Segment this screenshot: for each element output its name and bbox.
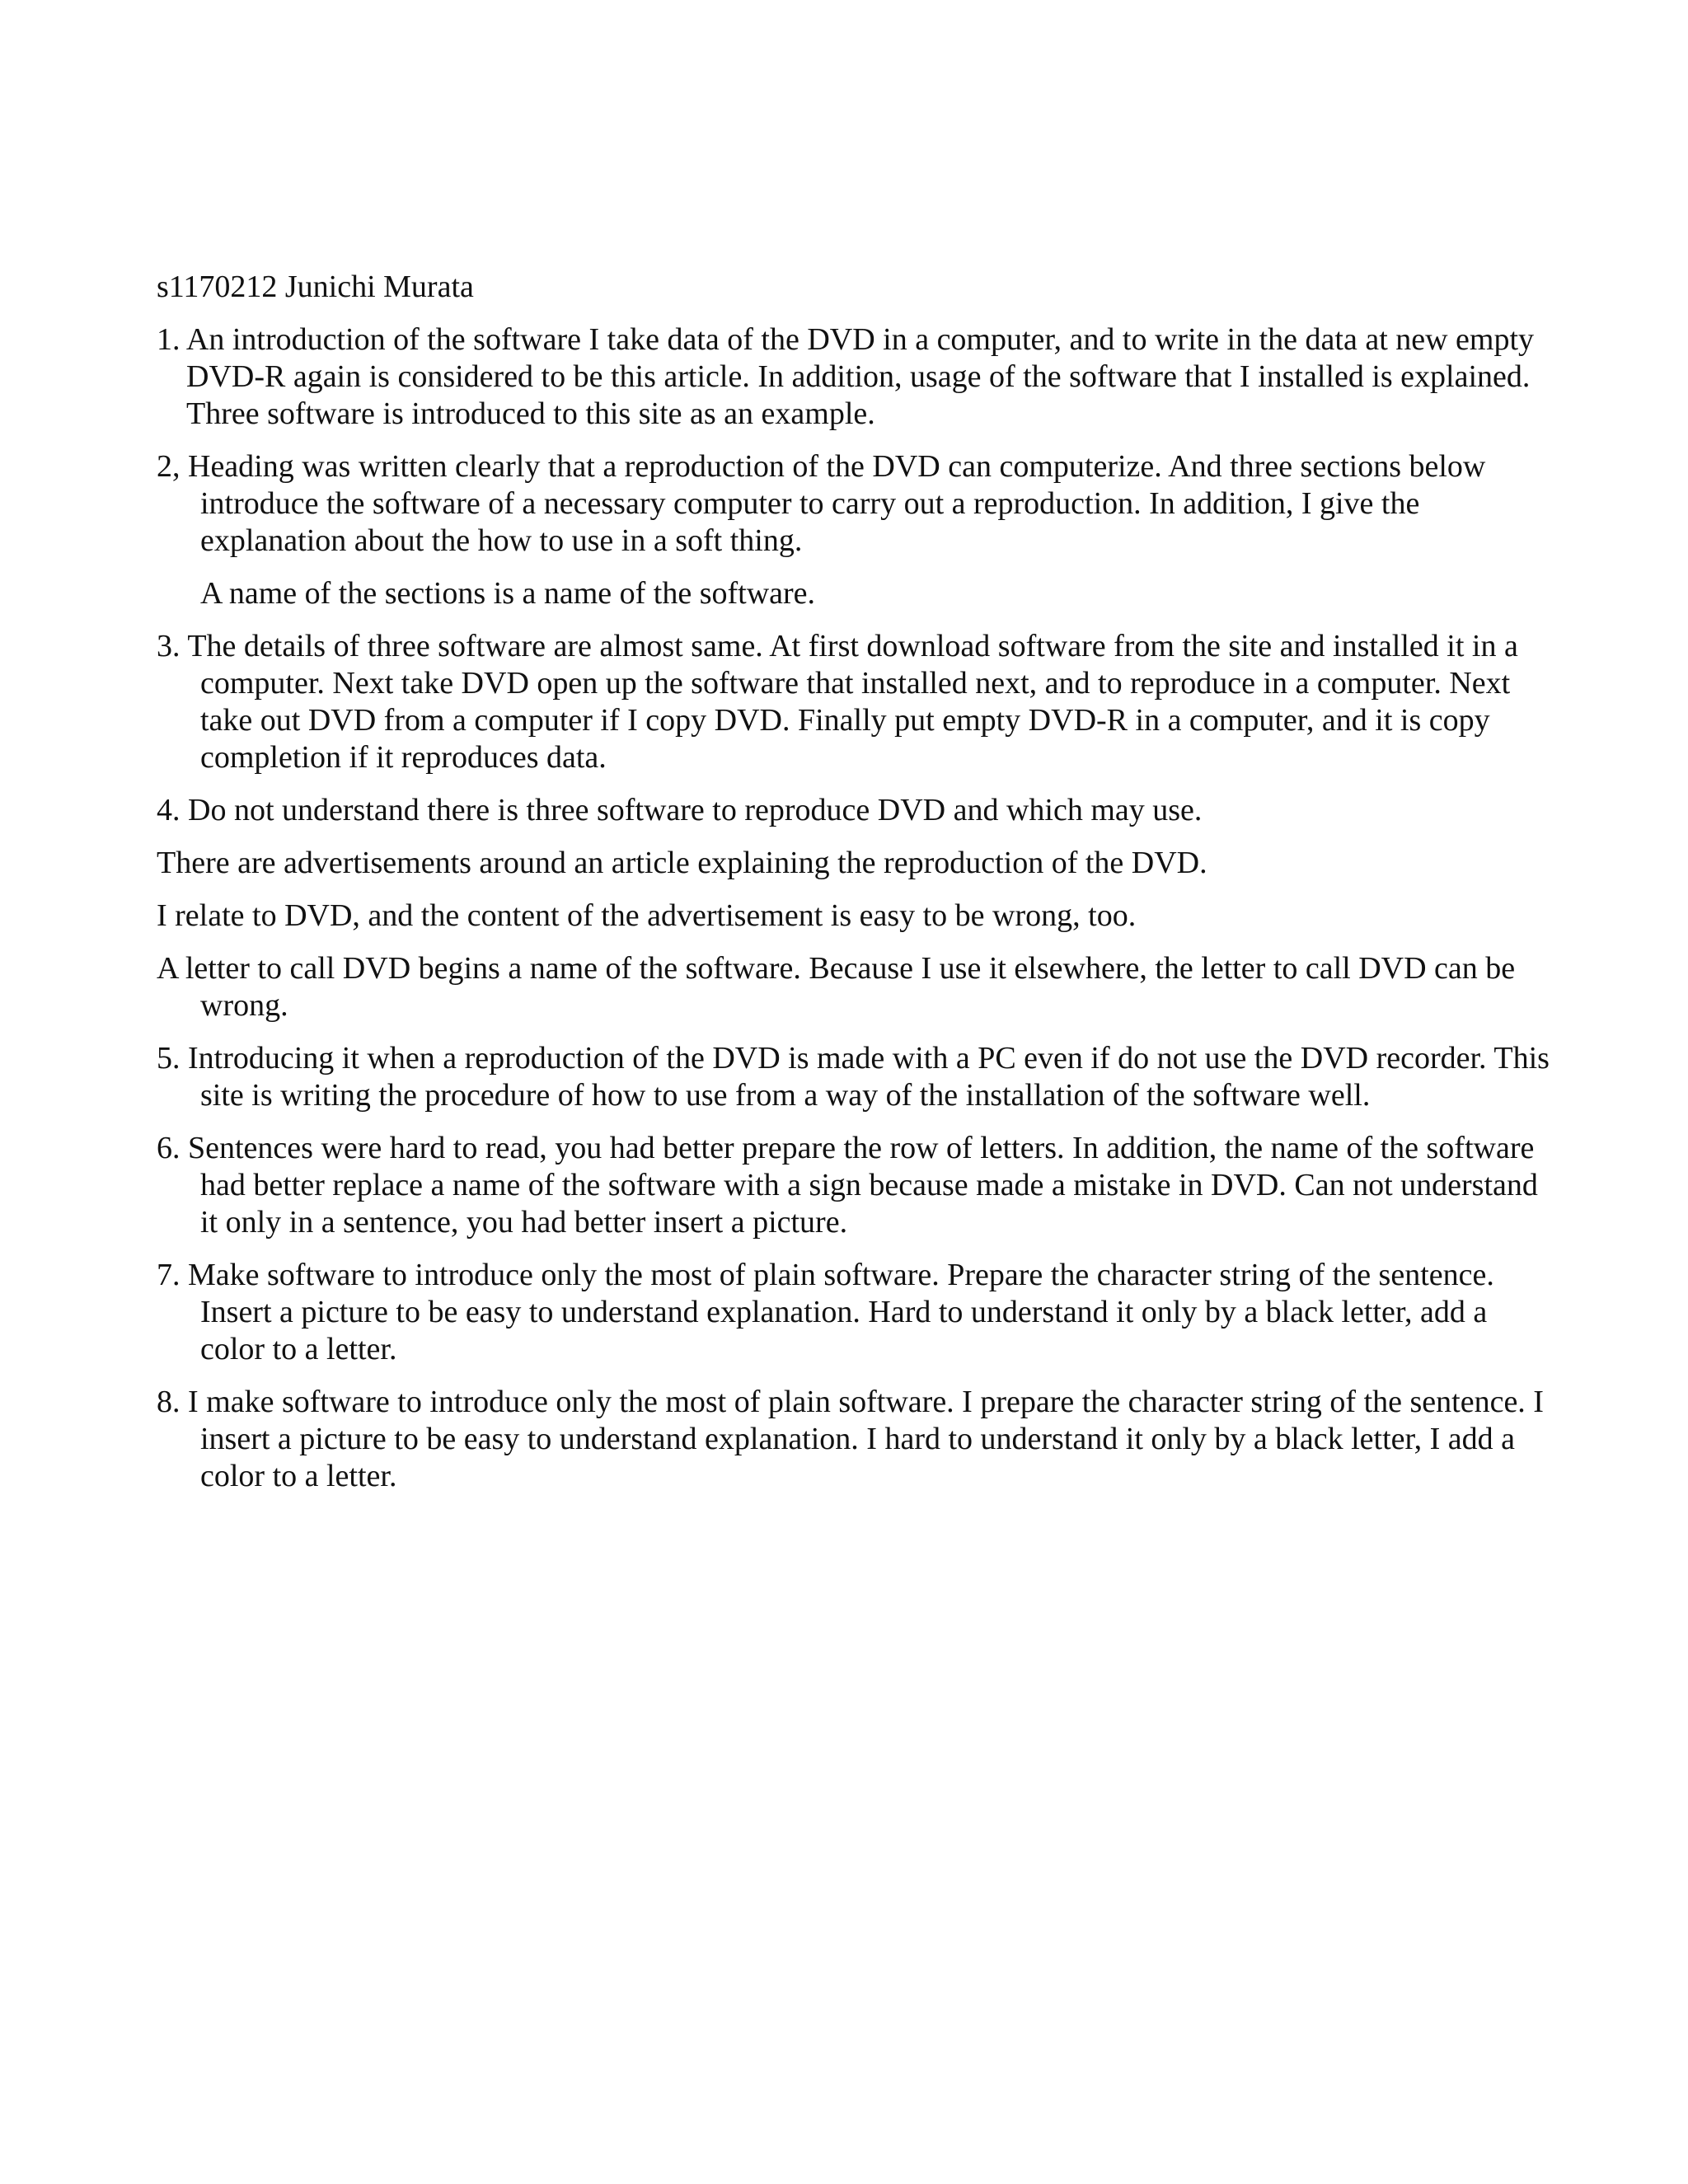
paragraph-item-4-note-1: There are advertisements around an article explaining the reproduction of the DVD.: [157, 846, 1207, 880]
paragraph-item-5: 5. Introducing it when a reproduction of the DVD is made with a PC even if do not use the DVD recorder. This site is writing the procedure of how to use from a way of the installation of the software well.: [157, 1041, 1550, 1113]
paragraph-item-4-note-3: A letter to call DVD begins a name of the software. Because I use it elsewhere, the letter to call DVD can be wrong.: [157, 951, 1516, 1023]
paragraph-item-4: 4. Do not understand there is three software to reproduce DVD and which may use.: [157, 793, 1203, 827]
paragraph-item-2: 2, Heading was written clearly that a reproduction of the DVD can computerize. And three sections below introduce the software of a necessary computer to carry out a reproduction. In addition, I give the explanation about the how to use in a soft thing.: [157, 449, 1486, 558]
paragraph-item-1: 1. An introduction of the software I take data of the DVD in a computer, and to write in the data at new empty DVD-R again is considered to be this article. In addition, usage of the software that I installed is explained. Three software is introduced to this site as an example.: [157, 322, 1535, 431]
paragraph-item-7: 7. Make software to introduce only the most of plain software. Prepare the character string of the sentence. Insert a picture to be easy to understand explanation. Hard to understand it only by a black letter, add a color to a letter.: [157, 1258, 1494, 1366]
paragraph-item-6: 6. Sentences were hard to read, you had better prepare the row of letters. In addition, the name of the software had better replace a name of the software with a sign because made a mistake in DVD. Can not understand it only in a sentence, you had better insert a picture.: [157, 1131, 1538, 1240]
document-body: [157, 269, 1558, 1511]
paragraph-item-4-note-2: I relate to DVD, and the content of the advertisement is easy to be wrong, too.: [157, 898, 1137, 933]
paragraph-item-2-note: A name of the sections is a name of the software.: [200, 576, 816, 611]
author-line: s1170212 Junichi Murata: [157, 269, 474, 304]
paragraph-item-8: 8. I make software to introduce only the most of plain software. I prepare the character string of the sentence. I insert a picture to be easy to understand explanation. I hard to understand it only by a black letter, I add a color to a letter.: [157, 1385, 1544, 1493]
paragraph-item-3: 3. The details of three software are almost same. At first download software from the site and installed it in a computer. Next take DVD open up the software that installed next, and to reproduce in a computer. Next take out DVD from a computer if I copy DVD. Finally put empty DVD-R in a computer, and it is copy completion if it reproduces data.: [157, 629, 1518, 775]
